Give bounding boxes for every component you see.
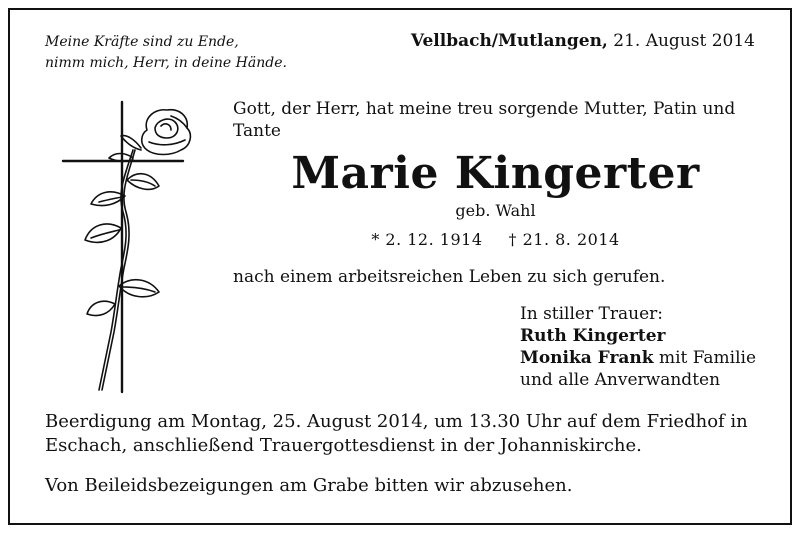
mourners-block <box>520 303 756 391</box>
dateline-date: 21. August 2014 <box>613 31 755 51</box>
funeral-details: Beerdigung am Montag, 25. August 2014, um 13.30 Uhr auf dem Friedhof in Eschach, anschließend Trauergottesdienst in der Johanniskirche. <box>45 411 748 456</box>
maiden-name: geb. Wahl <box>455 201 536 220</box>
verse-line-1: Meine Kräfte sind zu Ende, <box>45 34 239 50</box>
birth-date: * 2. 12. 1914 <box>371 230 483 249</box>
mourner-2: Monika Frank <box>520 348 654 368</box>
outro-text: nach einem arbeitsreichen Leben zu sich gerufen. <box>233 267 666 287</box>
mourners-others: und alle Anverwandten <box>520 370 721 390</box>
dateline-place: Vellbach/Mutlangen, <box>410 31 608 51</box>
death-date: † 21. 8. 2014 <box>508 230 620 249</box>
rose-with-cross-icon <box>55 100 215 395</box>
mourners-heading: In stiller Trauer: <box>520 304 663 324</box>
condolence-note: Von Beileidsbezeigungen am Grabe bitten wir abzusehen. <box>45 475 573 496</box>
verse-line-2: nimm mich, Herr, in deine Hände. <box>45 55 287 71</box>
mourner-1: Ruth Kingerter <box>520 326 666 346</box>
life-dates <box>233 230 758 249</box>
intro-text: Gott, der Herr, hat meine treu sorgende Mutter, Patin und Tante <box>233 99 736 141</box>
deceased-name: Marie Kingerter <box>291 148 700 199</box>
dateline <box>411 31 755 51</box>
mourner-2-suffix: mit Familie <box>653 348 757 368</box>
verse <box>45 32 287 74</box>
